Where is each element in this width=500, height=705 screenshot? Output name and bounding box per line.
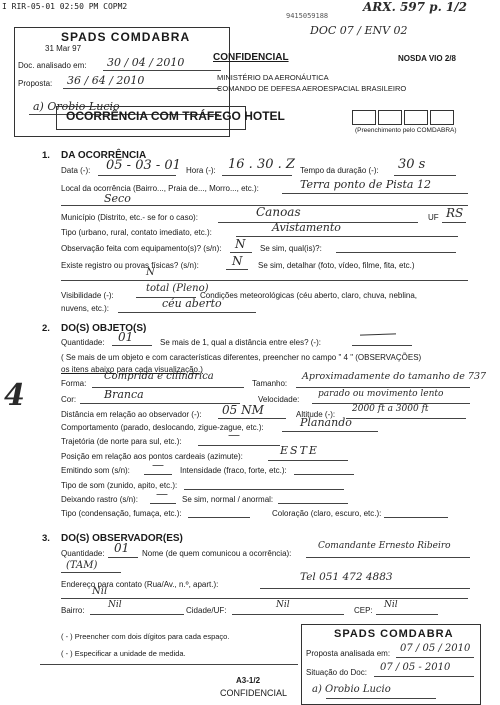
proposta-analisada-label: Proposta analisada em:: [306, 649, 391, 658]
provas-value: N: [232, 254, 243, 268]
bairro-label: Bairro:: [61, 606, 85, 615]
quais-label: Se sim, qual(is)?:: [260, 244, 322, 253]
endereco-value-2: Nil: [92, 586, 108, 597]
local-value-2: Seco: [104, 192, 131, 205]
uf-value: RS: [446, 206, 464, 220]
stamp-bottom-signature: a) Orobio Lucio: [312, 684, 391, 695]
doc-analisado-label: Doc. analisado em:: [18, 61, 87, 70]
section2-number: 2.: [42, 323, 50, 334]
proposta-value: 36 / 64 / 2010: [67, 74, 145, 87]
archive-ref: ARX. 597 p. 1/2: [363, 0, 468, 14]
local-label: Local da ocorrência (Bairro..., Praia de..., Morro..., etc.):: [61, 184, 259, 193]
visibilidade-label: Visibilidade (-):: [61, 291, 114, 300]
quantidade-objetos-label: Quantidade:: [61, 338, 105, 347]
emitindo-som-label: Emitindo som (s/n):: [61, 466, 130, 475]
section3-number: 3.: [42, 533, 50, 544]
footnote-2: ( - ) Especificar a unidade de medida.: [61, 649, 186, 658]
cep-value: Nil: [384, 600, 398, 610]
fax-header: I RIR-05-01 02:50 PM COPM2: [2, 2, 128, 11]
spads-stamp-bottom: [301, 624, 481, 705]
quantidade-observadores-value: 01: [114, 541, 130, 555]
nome-label: Nome (de quem comunicou a ocorrência):: [142, 549, 292, 558]
stamp-title: SPADS COMDABRA: [61, 30, 191, 44]
anormal-label: Se sim, normal / anormal:: [182, 495, 274, 504]
trajetoria-value: —: [228, 428, 240, 442]
local-value: Terra ponto de Pista 12: [300, 178, 431, 191]
note-line-1: ( Se mais de um objeto e com características diferentes, preencher no campo " 4 " (OBSERVAÇÕES): [61, 353, 422, 362]
tipo-label: Tipo (urbano, rural, contato imediato, etc.):: [61, 228, 212, 237]
intensidade-label: Intensidade (fraco, forte, etc.):: [180, 466, 287, 475]
footer-classification: CONFIDENCIAL: [220, 688, 288, 698]
note-line-2: os itens abaixo para cada visualização.): [61, 365, 203, 374]
cor-label: Cor:: [61, 395, 77, 404]
coloracao-label: Coloração (claro, escuro, etc.):: [272, 509, 382, 518]
trajetoria-label: Trajetória (de norte para sul, etc.):: [61, 437, 182, 446]
data-value: 05 - 03 - 01: [106, 158, 181, 173]
command: COMANDO DE DEFESA AEROESPACIAL BRASILEIRO: [217, 84, 407, 93]
velocidade-label: Velocidade:: [258, 395, 300, 404]
uf-label: UF: [428, 213, 439, 222]
forma-label: Forma:: [61, 379, 87, 388]
posicao-label: Posição em relação aos pontos cardeais (azimute):: [61, 452, 243, 461]
endereco-label: Endereço para contato (Rua/Av., n.º, apart.):: [61, 580, 219, 589]
situacao-label: Situação do Doc:: [306, 668, 367, 677]
report-title: OCORRÊNCIA COM TRÁFEGO HOTEL: [66, 109, 285, 123]
duracao-label: Tempo da duração (-):: [300, 166, 379, 175]
distancia-observador-value: 05 NM: [222, 403, 264, 417]
endereco-value: Tel 051 472 4883: [300, 571, 393, 583]
hora-label: Hora (-):: [186, 166, 216, 175]
situacao-value: 07 / 05 - 2010: [380, 662, 451, 673]
section3-title: DO(S) OBSERVADOR(ES): [61, 533, 183, 544]
cor-value: Branca: [104, 388, 144, 401]
nuvens-label: nuvens, etc.):: [61, 304, 110, 313]
cidade-label: Cidade/UF:: [186, 606, 227, 615]
condicoes-label: Condições meteorológicas (céu aberto, claro, chuva, neblina,: [200, 291, 418, 300]
footer-rule: [40, 664, 298, 665]
altitude-value: 2000 ft a 3000 ft: [352, 404, 429, 414]
cidade-value: Nil: [276, 600, 290, 610]
distancia-observador-label: Distância em relação ao observador (-):: [61, 410, 202, 419]
distancia-entre-label: Se mais de 1, qual a distância entre eles? (-):: [160, 338, 321, 347]
comdabra-boxes: [352, 110, 456, 124]
stamp-bottom-title: SPADS COMDABRA: [334, 628, 454, 640]
tipo-rastro-label: Tipo (condensação, fumaça, etc.):: [61, 509, 182, 518]
page-code: A3-1/2: [236, 676, 261, 685]
hora-value: 16 . 30 . Z: [228, 157, 295, 172]
nome-value: Comandante Ernesto Ribeiro: [318, 541, 451, 551]
provas-label: Existe registro ou provas físicas? (s/n):: [61, 261, 199, 270]
municipio-value: Canoas: [256, 205, 301, 219]
equipamento-value: N: [235, 237, 246, 251]
altitude-label: Altitude (-):: [296, 410, 336, 419]
forma-value: Comprida e cilíndrica: [104, 371, 214, 382]
quantidade-objetos-value: 01: [118, 330, 134, 344]
comportamento-label: Comportamento (parado, deslocando, zigue-zague, etc.):: [61, 423, 264, 432]
dist-dash-mark: [360, 333, 396, 335]
provas-detail: N: [146, 267, 155, 278]
proposta-analisada-value: 07 / 05 / 2010: [400, 643, 471, 654]
posicao-value: ESTE: [280, 444, 319, 457]
quantidade-observadores-label: Quantidade:: [61, 549, 105, 558]
comportamento-value: Planando: [300, 416, 352, 429]
emitindo-som-value: —: [152, 458, 164, 472]
visibilidade-value: total (Pleno): [146, 283, 209, 294]
bairro-value: Nil: [108, 600, 122, 610]
rastro-value: —: [156, 487, 168, 501]
tamanho-value: Aproximadamente do tamanho de 737: [302, 371, 487, 382]
section1-number: 1.: [42, 150, 50, 161]
form-code: NOSDA VIO 2/8: [398, 54, 456, 63]
nuvens-value: céu aberto: [162, 297, 222, 310]
municipio-label: Município (Distrito, etc.- se for o caso):: [61, 213, 198, 222]
proposta-label: Proposta:: [18, 79, 53, 88]
cep-label: CEP:: [354, 606, 373, 615]
stamp-date: 31 Mar 97: [45, 44, 82, 53]
tipo-som-label: Tipo de som (zunido, apito, etc.):: [61, 481, 178, 490]
fax-number: 9415059188: [286, 12, 329, 20]
doc-analisado-value: 30 / 04 / 2010: [107, 56, 185, 69]
document-reference: DOC 07 / ENV 02: [310, 24, 408, 37]
tipo-value: Avistamento: [272, 221, 341, 234]
fill-note: (Preenchimento pelo COMDABRA): [355, 127, 457, 134]
rastro-label: Deixando rastro (s/n):: [61, 495, 138, 504]
equipamento-label: Observação feita com equipamento(s)? (s/n):: [61, 244, 222, 253]
classification-top: CONFIDENCIAL: [213, 52, 289, 63]
ministry: MINISTÉRIO DA AERONÁUTICA: [217, 73, 329, 82]
section1-title: DA OCORRÊNCIA: [61, 150, 147, 161]
tamanho-label: Tamanho:: [252, 379, 288, 388]
stamp-signature: a) Orobio Lucio: [33, 100, 120, 113]
data-label: Data (-):: [61, 166, 91, 175]
detalhar-label: Se sim, detalhar (foto, vídeo, filme, fita, etc.): [258, 261, 415, 270]
margin-mark: 4: [4, 378, 25, 413]
velocidade-value: parado ou movimento lento: [318, 389, 444, 399]
footnote-1: ( - ) Preencher com dois dígitos para cada espaço.: [61, 632, 230, 641]
nome-value-2: (TAM): [66, 560, 98, 571]
section2-title: DO(S) OBJETO(S): [61, 323, 147, 334]
duracao-value: 30 s: [398, 157, 426, 172]
